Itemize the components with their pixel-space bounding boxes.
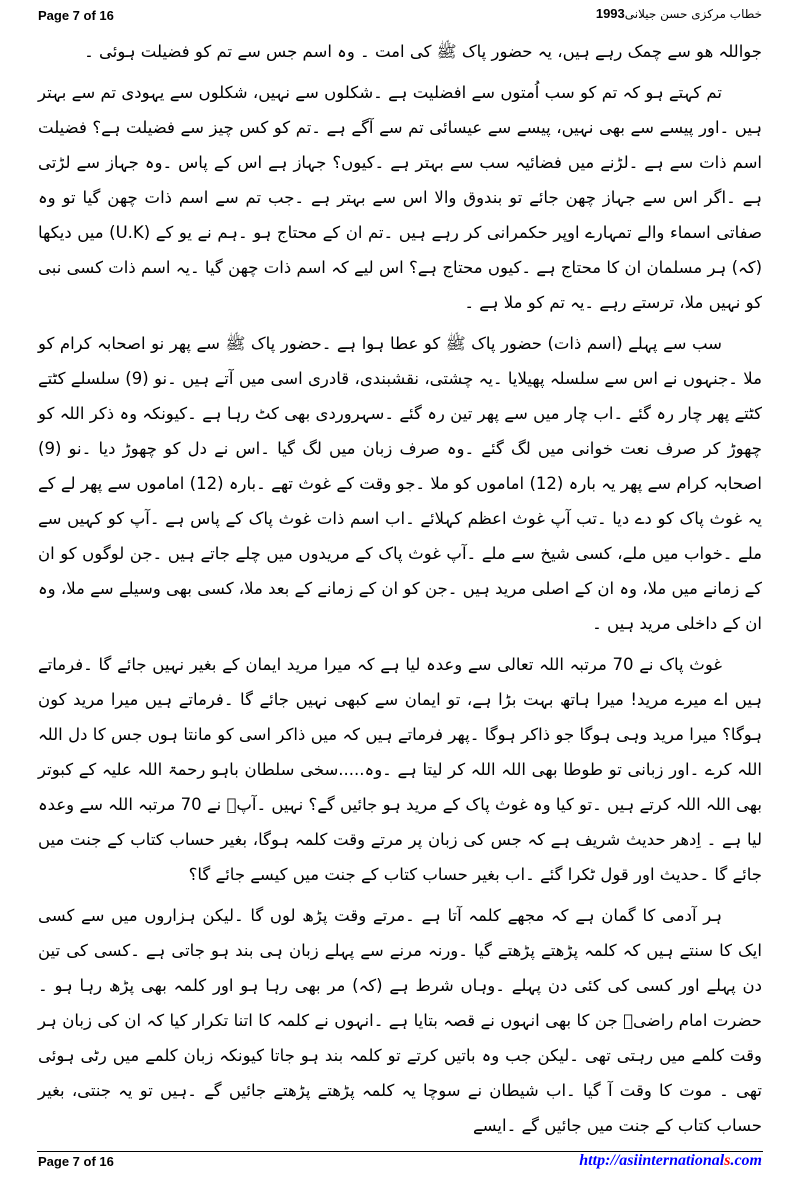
header-title-text: خطاب مرکزی حسن جیلانی: [624, 7, 762, 21]
paragraph: تم کہتے ہو کہ تم کو سب اُمتوں سے افضلیت ہے ۔شکلوں سے نہیں، شکلوں سے یہودی تم سے بہتر ہیں ۔اور پیسے سے بھی نہیں، پیسے سے عیسائی تم سے آگے ہے ۔تم کو کس چیز سے فضیلت ہے؟ فضیلت اسم ذات سے ہے ۔لڑنے میں فضائیہ سب سے بہتر ہے ۔کیوں؟ جہاز ہے اس کے پاس ۔وہ جہاز سے لڑتی ہے ۔اگر اس سے جہاز چھن جائے تو بندوق والا اس سے بہتر ہے ۔جب تم سے اسم ذات چھن گیا تو وہ صفاتی اسماء والے تمہارے اوپر حکمرانی کر رہے ہیں ۔تم ان کے محتاج ہو ۔ہم نے یو کے (U.K) میں دیکھا (کہ) ہر مسلمان ان کا محتاج ہے ۔کیوں محتاج ہے؟ اس لیے کہ اسم ذات چھن گیا ۔یہ اسم ذات کسی نبی کو نہیں ملا، ترستے رہے ۔یہ تم کو ملا ہے ۔: [38, 83, 762, 312]
footer-url-prefix: http://asiinternational: [579, 1152, 725, 1169]
footer-url-highlight: s: [724, 1152, 731, 1169]
paragraph: غوث پاک نے 70 مرتبہ اللہ تعالی سے وعدہ لیا ہے کہ میرا مرید ایمان کے بغیر نہیں جائے گا ۔فرماتے ہیں اے میرے مرید! میرا ہاتھ بہت بڑا ہے، تو ایمان سے کبھی نہیں جائے گا ۔فرماتے ہیں میرا مرید کون ہوگا؟ میرا مرید وہی ہوگا جو ذاکر ہوگا ۔پھر فرماتے ہیں کہ میں ذاکر اسی کو مانتا ہوں جس کا دل اللہ اللہ کرے ۔اور زبانی تو طوطا بھی اللہ اللہ کر لیتا ہے ۔وہ.....سخی سلطان باہو رحمۃ اللہ علیہ کے کبوتر بھی اللہ اللہ کرتے ہیں ۔تو کیا وہ غوث پاک کے مرید ہو جائیں گے؟ نہیں ۔آپؒ نے 70 مرتبہ اللہ سے وعدہ لیا ہے ۔ اِدھر حدیث شریف ہے کہ جس کی زبان پر مرتے وقت کلمہ ہوگا، بغیر حساب کتاب کے جنت میں جائے گا ۔حدیث اور قول ٹکرا گئے ۔اب بغیر حساب کتاب کے جنت میں کیسے جائے گا؟: [38, 655, 762, 884]
paragraph: سب سے پہلے (اسم ذات) حضور پاک ﷺ کو عطا ہوا ہے ۔حضور پاک ﷺ سے پھر نو اصحابہ کرام کو ملا ۔جنہوں نے اس سے سلسلہ پھیلایا ۔یہ چشتی، نقشبندی، قادری اسی میں آتے ہیں ۔نو (9) سلسلے کٹتے کٹتے پھر چار رہ گئے ۔اب چار میں سے پھر تین رہ گئے ۔سہروردی بھی کٹ رہا ہے ۔کیونکہ وہ ذکر اللہ کو چھوڑ کر صرف نعت خوانی میں لگ گئے ۔وہ صرف زبان میں لگ گیا ۔اس نے دل کو چھوڑ دیا ۔نو (9) اصحابہ کرام سے پھر یہ بارہ (12) اماموں کو ملا ۔جو وقت کے غوث تھے ۔بارہ (12) اماموں سے پھر لے کے یہ غوث پاک کو دے دیا ۔تب آپ غوث اعظم کہلائے ۔اب اسم ذات غوث پاک کے پاس ہے ۔آپ کو کہیں سے ملے ۔خواب میں ملے، کسی شیخ سے ملے ۔آپ غوث پاک کے مریدوں میں چلے جاتے ہیں ۔جن لوگوں کو ان کے زمانے میں ملا، وہ ان کے اصلی مرید ہیں ۔جن کو ان کے زمانے کے بعد ملا، کسی بھی وسیلے سے ملا، وہ ان کے داخلی مرید ہیں ۔: [38, 334, 763, 633]
paragraph: جواللہ ھو سے چمک رہے ہیں، یہ حضور پاک ﷺ کی امت ۔ وہ اسم جس سے تم کو فضیلت ہوئی ۔: [84, 42, 762, 61]
header-title-year: 1993: [595, 6, 625, 21]
footer-page-number: Page 7 of 16: [38, 1154, 114, 1169]
footer-url-suffix: .com: [730, 1152, 762, 1169]
paragraph: ہر آدمی کا گمان ہے کہ مجھے کلمہ آتا ہے ۔مرتے وقت پڑھ لوں گا ۔لیکن ہزاروں میں سے کسی ایک کا سنتے ہیں کہ کلمہ پڑھتے پڑھتے گیا ۔ورنہ مرنے سے پہلے زبان ہی بند ہو جاتی ہے ۔کسی کی تین دن پہلے اور کسی کی کئی دن پہلے ۔وہاں شرط ہے (کہ) مر بھی رہا ہو اور کلمہ بھی پڑھ رہا ہو ۔حضرت امام راضیؒ جن کا بھی انہوں نے قصہ بتایا ہے ۔انہوں نے کلمہ کا اتنا تکرار کیا کہ ان کی زبان ہر وقت کلمے میں رہتی تھی ۔لیکن جب وہ باتیں کرتے تو کلمہ بند ہو جاتا کیونکہ زبان کلمے میں رٹی ہوئی تھی ۔ موت کا وقت آ گیا ۔اب شیطان نے سوچا یہ کلمہ پڑھتے پڑھتے جائیں گے ۔ہیں تو یہ جنتی، بغیر حساب کتاب کے جنت میں جائیں گے ۔ایسے: [38, 906, 762, 1135]
document-body: [38, 34, 762, 1149]
header-document-title: [596, 6, 762, 21]
header-page-number: Page 7 of 16: [38, 8, 114, 23]
footer-website-link[interactable]: [579, 1152, 762, 1170]
